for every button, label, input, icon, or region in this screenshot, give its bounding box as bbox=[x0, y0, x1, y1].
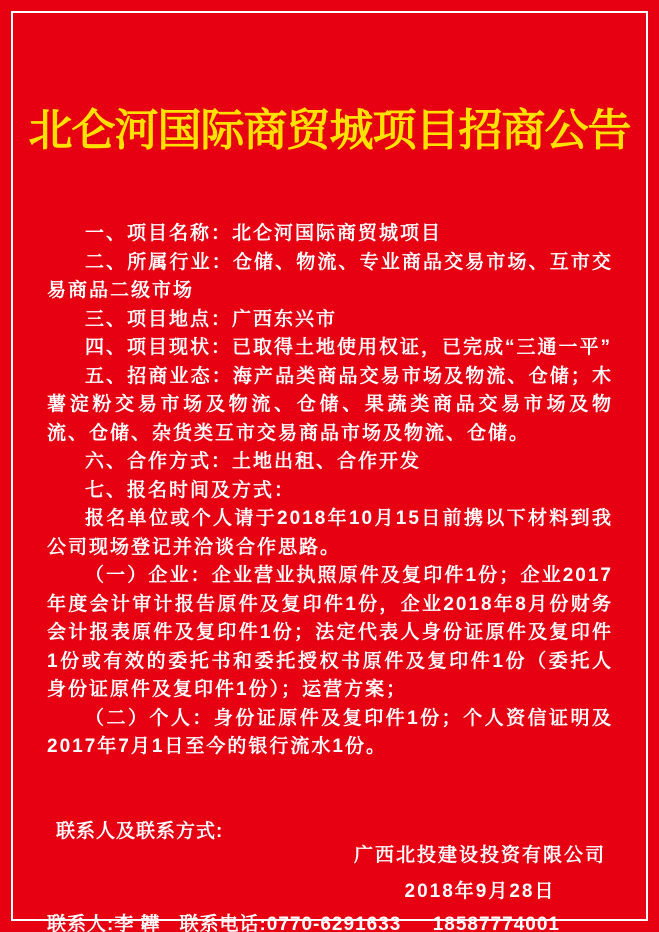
body-paragraph-individual: （二）个人：身份证原件及复印件1份；个人资信证明及2017年7月1日至今的银行流水1份。 bbox=[47, 707, 613, 757]
body-paragraph-location: 三、项目地点：广西东兴市 bbox=[85, 308, 338, 330]
body-paragraph-status: 四、项目现状：已取得土地使用权证，已完成“三通一平” bbox=[85, 337, 613, 358]
body-paragraph-enterprise: （一）企业：企业营业执照原件及复印件1份；企业2017年度会计审计报告原件及复印件1份，企业2018年8月份财务会计报表原件及复印件1份；法定代表人身份证原件及复印件1份或有效的委托书和委托授权书原件及复印件1份（委托人身份证原件及复印件1份）；运营方案； bbox=[47, 565, 613, 700]
signature-block bbox=[320, 838, 640, 910]
contact-line: 联系人:李 韡 联系电话:0770-6291633 18587774001 bbox=[47, 914, 560, 932]
body-paragraph-project-name: 一、项目名称：北仑河国际商贸城项目 bbox=[85, 223, 443, 244]
body-paragraph-cooperation: 六、合作方式：土地出租、合作开发 bbox=[85, 451, 422, 472]
body-paragraph-industry: 二、所属行业：仓储、物流、专业商品交易市场、互市交易商品二级市场 bbox=[47, 251, 613, 301]
signature-company: 广西北投建设投资有限公司 bbox=[353, 845, 606, 866]
announcement-body bbox=[47, 220, 613, 762]
signature-date: 2018年9月28日 bbox=[404, 881, 556, 902]
body-paragraph-deadline: 报名单位或个人请于2018年10月15日前携以下材料到我公司现场登记并洽谈合作思路。 bbox=[47, 508, 613, 558]
contact-heading: 联系人及联系方式: bbox=[56, 821, 224, 842]
body-paragraph-business-type: 五、招商业态：海产品类商品交易市场及物流、仓储；木薯淀粉交易市场及物流、仓储、果蔬类商品交易市场及物流、仓储、杂货类互市交易商品市场及物流、仓储。 bbox=[47, 365, 613, 444]
body-paragraph-registration: 七、报名时间及方式： bbox=[85, 479, 296, 501]
poster-title: 北仑河国际商贸城项目招商公告 bbox=[28, 106, 631, 155]
